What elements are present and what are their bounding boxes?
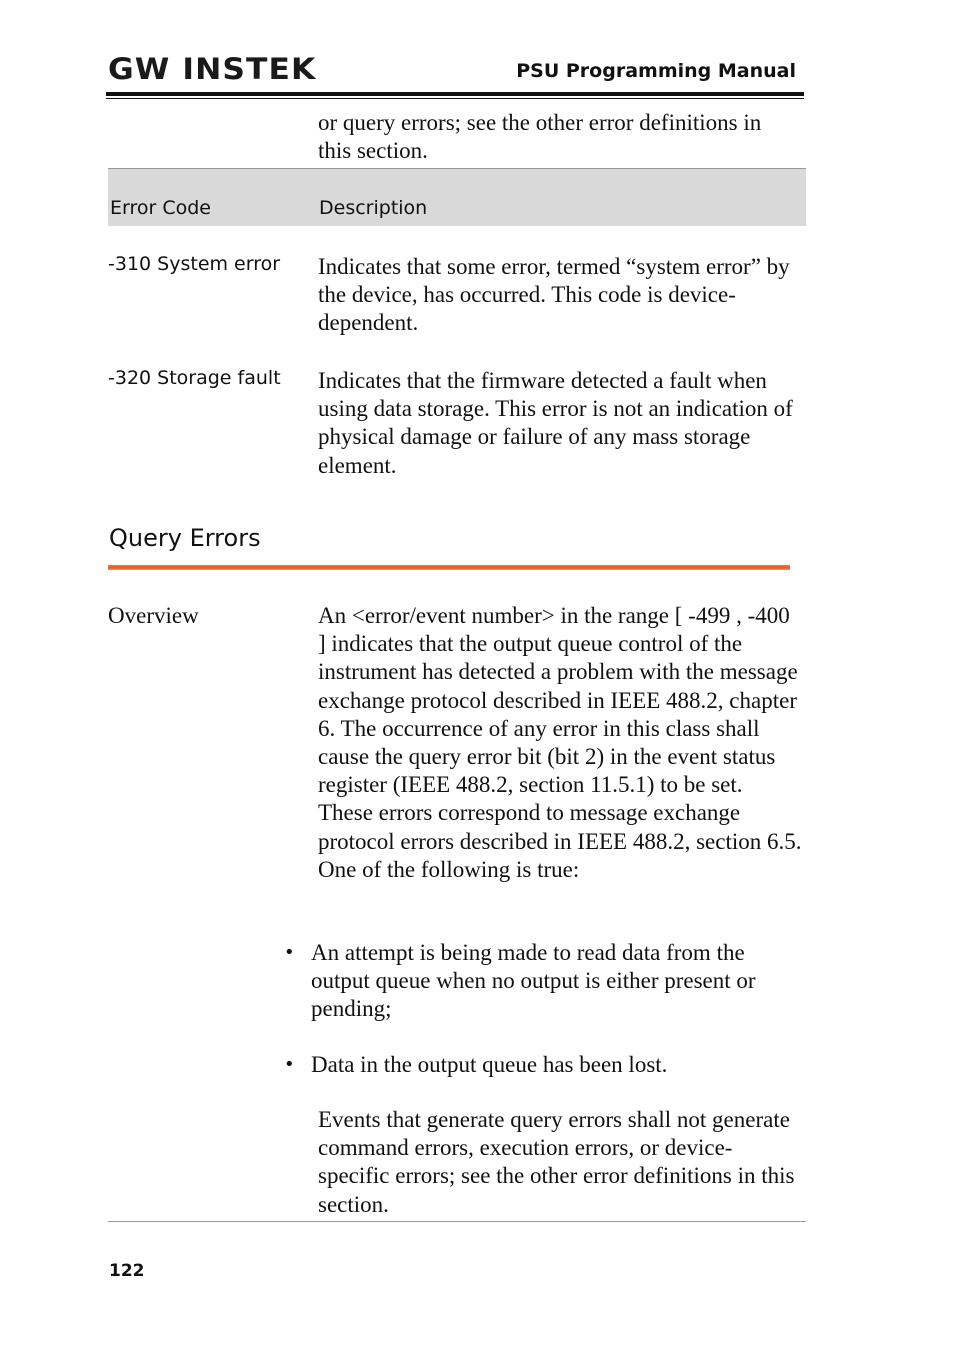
- bullet-icon: •: [284, 942, 295, 963]
- overview-text: An <error/event number> in the range [ -499 , -400 ] indicates that the output queue control of the instrument has detected a problem with the message exchange protocol described in IEEE 488.2, chapter 6. The occurrence of any error in this class shall cause the query error bit (bit 2) in the event status register (IEEE 488.2, section 11.5.1) to be set. These errors correspond to message exchange protocol errors described in IEEE 488.2, section 6.5. One of the following is true:: [318, 603, 802, 882]
- column-header-error-code: Error Code: [110, 197, 211, 219]
- error-description-310: Indicates that some error, termed “system error” by the device, has occurred. This code is device-dependent.: [318, 254, 790, 336]
- error-description-320: Indicates that the firmware detected a fault when using data storage. This error is not an indication of physical damage or failure of any mass storage element.: [318, 368, 793, 478]
- list-item-text: Data in the output queue has been lost.: [311, 1052, 668, 1077]
- manual-title: PSU Programming Manual: [516, 60, 796, 82]
- overview-label: Overview: [108, 603, 199, 628]
- section-title: Query Errors: [109, 524, 261, 552]
- list-item: [284, 939, 804, 1024]
- error-code-320: -320 Storage fault: [108, 367, 281, 389]
- header-rule: [106, 92, 804, 96]
- closing-text: Events that generate query errors shall not generate command errors, execution errors, or device-specific errors; see the other error definitions in this section.: [318, 1107, 795, 1217]
- section-bottom-rule: [108, 1221, 806, 1222]
- column-header-description: Description: [319, 197, 428, 219]
- header-rule-thin: [106, 98, 804, 99]
- page-number: 122: [109, 1261, 145, 1281]
- error-code-310: -310 System error: [108, 253, 281, 275]
- list-item: [284, 1051, 804, 1079]
- list-item-text: An attempt is being made to read data from the output queue when no output is either present or pending;: [311, 940, 756, 1022]
- bullet-icon: •: [284, 1054, 295, 1075]
- error-table-header: [108, 169, 806, 226]
- brand-logo: GW INSTEK: [108, 52, 317, 86]
- continued-description: or query errors; see the other error definitions in this section.: [318, 110, 762, 164]
- section-rule: [108, 565, 790, 570]
